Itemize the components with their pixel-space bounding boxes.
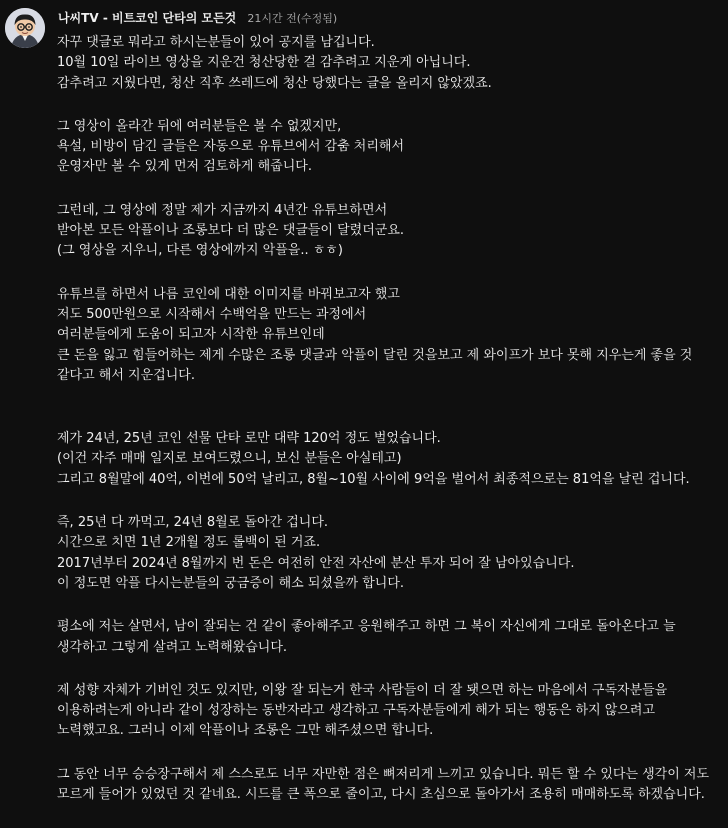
post-text-line: 받아본 모든 악플이나 조롱보다 더 많은 댓글들이 달렸더군요.	[57, 223, 405, 239]
post-text-line: 욕설, 비방이 담긴 글들은 자동으로 유튜브에서 감춤 처리해서	[57, 139, 405, 155]
post-text-line: 즉, 25년 다 까먹고, 24년 8월로 돌아간 겁니다.	[57, 515, 329, 531]
post-text-line: 제 성향 자체가 기버인 것도 있지만, 이왕 잘 되는거 한국 사람들이 더 잘 됏으면 하는 마음에서 구독자분들을 이용하려는게 아니라 같이 성장하는 동반자라고 생각하고 구독자분들에게 해가 되는 행동은 하지 않으려고 노력했고요. 그러니 이제 악플이나 조롱은 그만 해주셨으면 합니다.	[57, 682, 668, 739]
post-header	[58, 7, 337, 27]
post-paragraph	[57, 33, 721, 94]
post-text-line: 자꾸 댓글로 뭐라고 하시는분들이 있어 공지를 남깁니다.	[57, 35, 375, 50]
post-text-line: 2017년부터 2024년 8월까지 번 돈은 여전히 안전 자산에 분산 투자 되어 잘 남아있습니다.	[57, 555, 575, 571]
post-text-line: 제가 24년, 25년 코인 선물 단타 로만 대략 120억 정도 벌었습니다.	[57, 431, 441, 447]
post-paragraph	[57, 429, 721, 490]
post-text-line: 10월 10일 라이브 영상을 지운건 청산당한 걸 감추려고 지운게 아닙니다.	[57, 55, 471, 71]
post-text-line: 운영자만 볼 수 있게 먼저 검토하게 해줍니다.	[57, 159, 312, 175]
post-paragraph	[57, 201, 721, 262]
post-paragraph	[57, 285, 721, 386]
post-text-line: 그런데, 그 영상에 정말 제가 지금까지 4년간 유튜브하면서	[57, 202, 388, 218]
post-text-line: 그 영상이 올라간 뒤에 여러분들은 볼 수 없겠지만,	[57, 118, 342, 134]
post-text-line: 유튜브를 하면서 나름 코인에 대한 이미지를 바꿔보고자 했고	[57, 286, 400, 302]
post-text-line: 저도 500만원으로 시작해서 수백억을 만드는 과정에서	[57, 306, 367, 322]
post-text-line: (그 영상을 지우니, 다른 영상에까지 악플을.. ㅎㅎ)	[57, 243, 343, 259]
post-text-line: 이 정도면 악플 다시는분들의 궁금증이 해소 되셨을까 합니다.	[57, 575, 405, 591]
avatar-cartoon-icon	[5, 8, 45, 48]
channel-avatar[interactable]	[5, 8, 45, 48]
post-timestamp[interactable]: 21시간 전(수정됨)	[247, 12, 338, 25]
post-text-line: 그리고 8월말에 40억, 이번에 50억 날리고, 8월~10월 사이에 9억을 벌어서 최종적으로는 81억을 날린 겁니다.	[57, 471, 690, 487]
post-text-line: 여러분들에게 도움이 되고자 시작한 유튜브인데	[57, 327, 325, 343]
post-text-line: 평소에 저는 살면서, 남이 잘되는 건 같이 좋아해주고 응원해주고 하면 그 복이 자신에게 그대로 돌아온다고 늘 생각하고 그렇게 살려고 노력해왔습니다.	[57, 619, 676, 655]
post-paragraph	[57, 117, 721, 178]
post-text-line: 큰 돈을 잃고 힘들어하는 제게 수많은 조롱 댓글과 악플이 달린 것을보고 제 와이프가 보다 못해 지우는게 좋을 것 같다고 해서 지운겁니다.	[57, 347, 693, 383]
post-paragraph	[57, 681, 721, 742]
post-text-line: 시간으로 치면 1년 2개월 정도 롤백이 된 거죠.	[57, 535, 321, 551]
post-paragraph	[57, 617, 721, 658]
post-text-line: (이건 자주 매매 일지로 보여드렸으니, 보신 분들은 아실테고)	[57, 451, 402, 467]
post-paragraph	[57, 765, 721, 806]
post-paragraph	[57, 513, 721, 594]
channel-name[interactable]: 나씨TV - 비트코인 단타의 모든것	[58, 11, 237, 25]
post-body	[57, 33, 721, 828]
post-text-line: 그 동안 너무 승승장구해서 제 스스로도 너무 자만한 점은 뼈저리게 느끼고 있습니다. 뭐든 할 수 있다는 생각이 저도 모르게 들어가 있었던 것 같네요. 시드를 큰 폭으로 줄이고, 다시 초심으로 돌아가서 조용히 매매하도록 하겠습니다.	[57, 766, 710, 803]
post-text-line: 감추려고 지웠다면, 청산 직후 쓰레드에 청산 당했다는 글을 올리지 않았겠죠.	[57, 75, 492, 91]
